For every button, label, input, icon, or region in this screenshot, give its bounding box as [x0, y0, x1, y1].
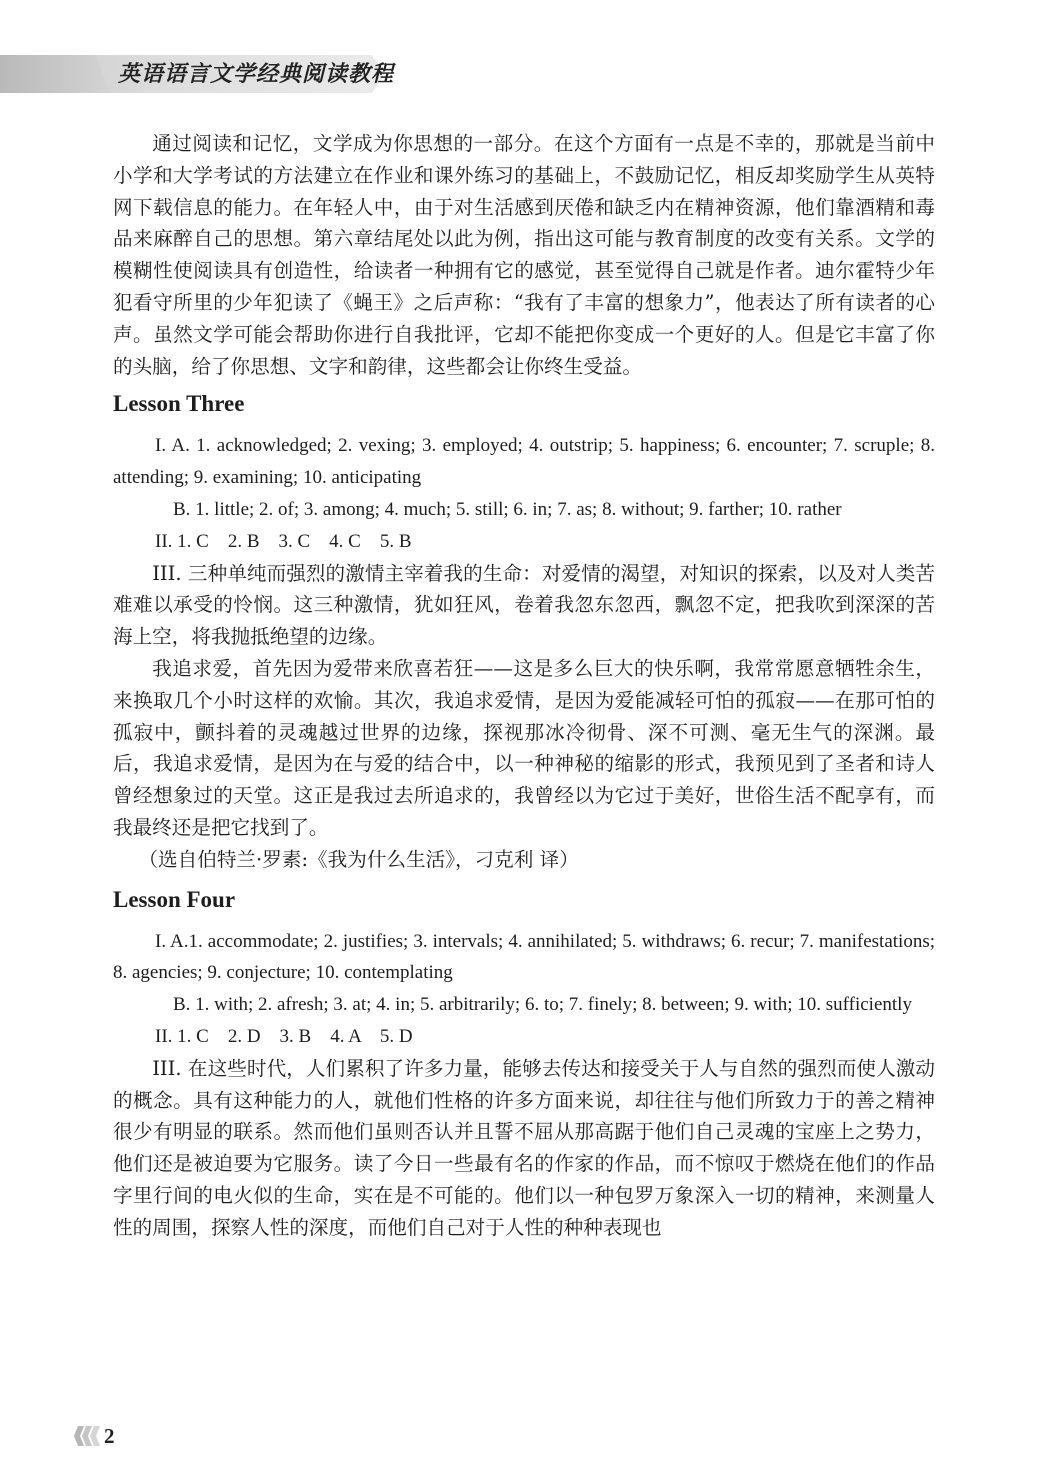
- lesson-four-heading: Lesson Four: [113, 886, 236, 912]
- chevron-left-icon: [74, 1426, 98, 1446]
- lesson-four-answers-ia: I. A.1. accommodate; 2. justifies; 3. intervals; 4. annihilated; 5. withdraws; 6. recur; 7. manifestations; 8. agencies; 9. conjecture; 10. contemplating: [113, 930, 935, 984]
- lesson-three-translation-p1: III. 三种单纯而强烈的激情主宰着我的生命：对爱情的渴望，对知识的探索，以及对人类苦难难以承受的怜悯。这三种激情，犹如狂风，卷着我忽东忽西，飘忽不定，把我吹到深深的苦海上空，将我抛抵绝望的边缘。: [113, 561, 935, 649]
- lesson-three-source: （选自伯特兰·罗素:《我为什么生活》，刁克利 译）: [138, 847, 579, 871]
- lesson-three-heading: Lesson Three: [113, 391, 245, 417]
- lesson-four-answers-ii: II. 1. C 2. D 3. B 4. A 5. D: [155, 1025, 413, 1047]
- intro-paragraph: 通过阅读和记忆，文学成为你思想的一部分。在这个方面有一点是不幸的，那就是当前中小学和大学考试的方法建立在作业和课外练习的基础上，不鼓励记忆，相反却奖励学生从英特网下载信息的能力。在年轻人中，由于对生活感到厌倦和缺乏内在精神资源，他们靠酒精和毒品来麻醉自己的思想。第六章结尾处以此为例，指出这可能与教育制度的改变有关系。文学的模糊性使阅读具有创造性，给读者一种拥有它的感觉，甚至觉得自己就是作者。迪尔霍特少年犯看守所里的少年犯读了《蝇王》之后声称：“我有了丰富的想象力”，他表达了所有读者的心声。虽然文学可能会帮助你进行自我批评，它却不能把你变成一个更好的人。但是它丰富了你的头脑，给了你思想、文字和韵律，这些都会让你终生受益。: [113, 132, 935, 378]
- page-footer: [74, 1422, 115, 1450]
- lesson-four-translation-p1: III. 在这些时代，人们累积了许多力量，能够去传达和接受关于人与自然的强烈而使人激动的概念。具有这种能力的人，就他们性格的许多方面来说，却往往与他们所致力于的善之精神很少有明显的联系。然而他们虽则否认并且誓不屈从那高踞于他们自己灵魂的宝座上之势力，他们还是被迫要为它服务。读了今日一些最有名的作家的作品，而不惊叹于燃烧在他们的作品字里行间的电火似的生命，实在是不可能的。他们以一种包罗万象深入一切的精神，来测量人性的周围，探察人性的深度，而他们自己对于人性的种种表现也: [113, 1056, 935, 1239]
- running-header-title: 英语语言文学经典阅读教程: [118, 62, 395, 87]
- page-content: [113, 128, 935, 1244]
- lesson-three-answers-ia: I. A. 1. acknowledged; 2. vexing; 3. employed; 4. outstrip; 5. happiness; 6. encounter; 7. scruple; 8. attending; 9. examining; 10. anticipating: [113, 435, 935, 489]
- page-number: 2: [104, 1423, 115, 1448]
- lesson-four-answers-ib: B. 1. with; 2. afresh; 3. at; 4. in; 5. arbitrarily; 6. to; 7. finely; 8. between; 9. with; 10. sufficiently: [173, 994, 912, 1016]
- lesson-three-answers-ii: II. 1. C 2. B 3. C 4. C 5. B: [155, 530, 412, 552]
- lesson-three-answers-ib: B. 1. little; 2. of; 3. among; 4. much; 5. still; 6. in; 7. as; 8. without; 9. farther; 10. rather: [173, 498, 842, 520]
- lesson-three-translation-p2: 我追求爱，首先因为爱带来欣喜若狂——这是多么巨大的快乐啊，我常常愿意牺牲余生，来换取几个小时这样的欢愉。其次，我追求爱情，是因为爱能减轻可怕的孤寂——在那可怕的孤寂中，颤抖着的灵魂越过世界的边缘，探视那冰冷彻骨、深不可测、毫无生气的深渊。最后，我追求爱情，是因为在与爱的结合中，以一种神秘的缩影的形式，我预见到了圣者和诗人曾经想象过的天堂。这正是我过去所追求的，我曾经以为它过于美好，世俗生活不配享有，而我最终还是把它找到了。: [113, 656, 935, 839]
